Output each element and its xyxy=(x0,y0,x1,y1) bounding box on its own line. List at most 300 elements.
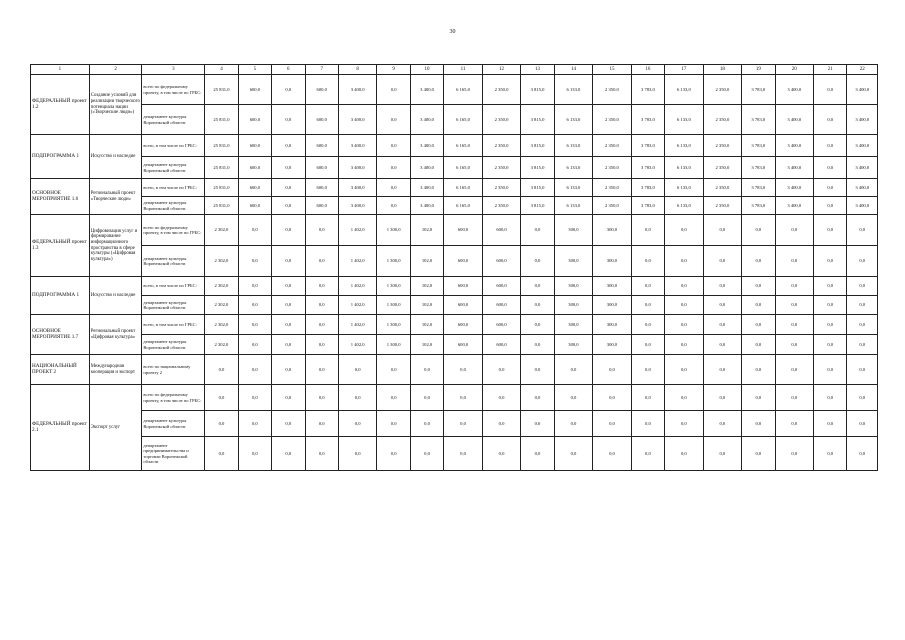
value-cell: 300,0 xyxy=(593,315,632,335)
row-grbs-cell: департамент культуры Воронежской области xyxy=(142,296,205,315)
value-cell: 2 350,0 xyxy=(703,105,742,135)
value-cell: 0,0 xyxy=(521,355,554,385)
value-cell: 2 350,0 xyxy=(593,197,632,215)
value-cell: 0,0 xyxy=(272,277,305,296)
value-cell: 3 783,0 xyxy=(742,157,775,179)
value-cell: 0,0 xyxy=(742,296,775,315)
value-cell: 0,0 xyxy=(631,335,664,355)
value-cell: 3 400,0 xyxy=(338,105,377,135)
row-title-cell: Региональный проект «Творческие люди» xyxy=(89,179,142,215)
value-cell: 102,0 xyxy=(410,335,443,355)
value-cell: 0,0 xyxy=(205,385,238,411)
value-cell: 0,0 xyxy=(272,105,305,135)
row-grbs-cell: всего по федеральному проекту, в том числе по ГРБС: xyxy=(142,75,205,105)
value-cell: 3 400,0 xyxy=(775,197,814,215)
value-cell: 600,0 xyxy=(444,277,483,296)
value-cell: 0,0 xyxy=(238,315,271,335)
column-header-12: 12 xyxy=(482,65,521,75)
value-cell: 6 165,0 xyxy=(444,157,483,179)
value-cell: 600,0 xyxy=(444,315,483,335)
value-cell: 300,0 xyxy=(593,215,632,246)
value-cell: 3 400,0 xyxy=(410,197,443,215)
value-cell: 0,0 xyxy=(272,296,305,315)
value-cell: 3 783,0 xyxy=(631,179,664,197)
value-cell: 600,0 xyxy=(305,179,338,197)
value-cell: 2 350,0 xyxy=(703,179,742,197)
column-header-13: 13 xyxy=(521,65,554,75)
value-cell: 2 350,0 xyxy=(482,157,521,179)
value-cell: 0,0 xyxy=(377,135,410,157)
value-cell: 0,0 xyxy=(814,355,847,385)
value-cell: 0,0 xyxy=(305,355,338,385)
table-row xyxy=(31,335,878,355)
value-cell: 0,0 xyxy=(703,411,742,437)
value-cell: 0,0 xyxy=(814,157,847,179)
row-grbs-cell: всего по федеральному проекту, в том числе по ГРБС: xyxy=(142,385,205,411)
value-cell: 0,0 xyxy=(272,215,305,246)
value-cell: 600,0 xyxy=(444,296,483,315)
table-body xyxy=(31,75,878,471)
value-cell: 0,0 xyxy=(631,437,664,471)
value-cell: 0,0 xyxy=(521,385,554,411)
value-cell: 0,0 xyxy=(703,277,742,296)
value-cell: 600,0 xyxy=(482,277,521,296)
value-cell: 3 400,0 xyxy=(775,105,814,135)
value-cell: 300,0 xyxy=(593,277,632,296)
row-grbs-cell: всего, в том числе по ГРБС: xyxy=(142,315,205,335)
value-cell: 25 831,0 xyxy=(205,135,238,157)
row-title-cell: Создание условий для реализации творческого потенциала нации («Творческие люди») xyxy=(89,75,142,135)
row-grbs-cell: департамент культуры Воронежской области xyxy=(142,411,205,437)
value-cell: 0,0 xyxy=(814,315,847,335)
value-cell: 3 400,0 xyxy=(410,75,443,105)
value-cell: 102,0 xyxy=(410,315,443,335)
table-row xyxy=(31,355,878,385)
value-cell: 0,0 xyxy=(410,355,443,385)
value-cell: 0,0 xyxy=(775,355,814,385)
value-cell: 1 402,0 xyxy=(338,315,377,335)
value-cell: 6 133,0 xyxy=(554,197,593,215)
table-row xyxy=(31,246,878,277)
value-cell: 0,0 xyxy=(665,437,704,471)
value-cell: 0,0 xyxy=(665,411,704,437)
value-cell: 0,0 xyxy=(377,437,410,471)
value-cell: 6 133,0 xyxy=(554,75,593,105)
value-cell: 0,0 xyxy=(521,315,554,335)
value-cell: 3 400,0 xyxy=(847,179,878,197)
value-cell: 2 350,0 xyxy=(593,135,632,157)
value-cell: 2 302,0 xyxy=(205,277,238,296)
value-cell: 2 350,0 xyxy=(593,179,632,197)
value-cell: 0,0 xyxy=(338,437,377,471)
value-cell: 0,0 xyxy=(631,355,664,385)
value-cell: 6 133,0 xyxy=(554,135,593,157)
value-cell: 0,0 xyxy=(238,246,271,277)
column-header-11: 11 xyxy=(444,65,483,75)
row-level-cell: ПОДПРОГРАММА 1 xyxy=(31,135,90,179)
value-cell: 6 133,0 xyxy=(554,179,593,197)
column-header-22: 22 xyxy=(847,65,878,75)
value-cell: 3 400,0 xyxy=(775,179,814,197)
value-cell: 0,0 xyxy=(272,179,305,197)
column-header-2: 2 xyxy=(89,65,142,75)
value-cell: 0,0 xyxy=(665,315,704,335)
value-cell: 1 402,0 xyxy=(338,215,377,246)
value-cell: 3 783,0 xyxy=(742,179,775,197)
value-cell: 0,0 xyxy=(272,246,305,277)
value-cell: 2 302,0 xyxy=(205,246,238,277)
value-cell: 0,0 xyxy=(775,437,814,471)
value-cell: 0,0 xyxy=(377,355,410,385)
value-cell: 3 400,0 xyxy=(338,179,377,197)
value-cell: 6 133,0 xyxy=(665,135,704,157)
value-cell: 3 400,0 xyxy=(338,157,377,179)
value-cell: 0,0 xyxy=(775,215,814,246)
value-cell: 2 302,0 xyxy=(205,335,238,355)
value-cell: 0,0 xyxy=(521,411,554,437)
value-cell: 2 302,0 xyxy=(205,296,238,315)
value-cell: 0,0 xyxy=(238,277,271,296)
value-cell: 0,0 xyxy=(238,296,271,315)
value-cell: 3 815,0 xyxy=(521,157,554,179)
column-header-9: 9 xyxy=(377,65,410,75)
value-cell: 3 400,0 xyxy=(847,105,878,135)
value-cell: 25 831,0 xyxy=(205,157,238,179)
value-cell: 6 133,0 xyxy=(665,157,704,179)
value-cell: 3 400,0 xyxy=(410,179,443,197)
value-cell: 0,0 xyxy=(703,215,742,246)
value-cell: 0,0 xyxy=(847,335,878,355)
value-cell: 0,0 xyxy=(377,179,410,197)
value-cell: 300,0 xyxy=(554,315,593,335)
value-cell: 0,0 xyxy=(305,335,338,355)
value-cell: 0,0 xyxy=(814,296,847,315)
row-title-cell: Искусство и наследие xyxy=(89,277,142,315)
value-cell: 0,0 xyxy=(305,246,338,277)
row-grbs-cell: департамент культуры Воронежской области xyxy=(142,335,205,355)
value-cell: 600,0 xyxy=(482,315,521,335)
value-cell: 600,0 xyxy=(238,179,271,197)
value-cell: 3 783,0 xyxy=(742,75,775,105)
value-cell: 0,0 xyxy=(593,385,632,411)
value-cell: 1 402,0 xyxy=(338,335,377,355)
value-cell: 0,0 xyxy=(775,277,814,296)
value-cell: 0,0 xyxy=(338,411,377,437)
value-cell: 0,0 xyxy=(814,246,847,277)
value-cell: 0,0 xyxy=(775,411,814,437)
value-cell: 0,0 xyxy=(272,437,305,471)
value-cell: 1 300,0 xyxy=(377,296,410,315)
value-cell: 0,0 xyxy=(238,385,271,411)
value-cell: 0,0 xyxy=(814,437,847,471)
value-cell: 0,0 xyxy=(238,355,271,385)
value-cell: 0,0 xyxy=(272,157,305,179)
value-cell: 3 400,0 xyxy=(775,75,814,105)
value-cell: 300,0 xyxy=(554,246,593,277)
value-cell: 3 815,0 xyxy=(521,179,554,197)
row-grbs-cell: всего, в том числе по ГРБС: xyxy=(142,135,205,157)
value-cell: 0,0 xyxy=(631,246,664,277)
value-cell: 6 133,0 xyxy=(665,197,704,215)
value-cell: 0,0 xyxy=(272,315,305,335)
value-cell: 2 302,0 xyxy=(205,315,238,335)
row-grbs-cell: департамент культуры Воронежской области xyxy=(142,157,205,179)
value-cell: 0,0 xyxy=(665,355,704,385)
value-cell: 3 783,0 xyxy=(631,75,664,105)
value-cell: 600,0 xyxy=(482,246,521,277)
value-cell: 0,0 xyxy=(593,411,632,437)
value-cell: 2 302,0 xyxy=(205,215,238,246)
value-cell: 300,0 xyxy=(554,277,593,296)
value-cell: 0,0 xyxy=(631,296,664,315)
value-cell: 0,0 xyxy=(665,277,704,296)
value-cell: 0,0 xyxy=(305,411,338,437)
row-level-cell: ФЕДЕРАЛЬНЫЙ проект 1.2 xyxy=(31,75,90,135)
value-cell: 0,0 xyxy=(814,135,847,157)
value-cell: 2 350,0 xyxy=(703,135,742,157)
value-cell: 102,0 xyxy=(410,277,443,296)
value-cell: 3 783,0 xyxy=(742,197,775,215)
value-cell: 3 400,0 xyxy=(338,197,377,215)
value-cell: 0,0 xyxy=(593,437,632,471)
value-cell: 2 350,0 xyxy=(703,197,742,215)
value-cell: 0,0 xyxy=(482,385,521,411)
value-cell: 2 350,0 xyxy=(482,179,521,197)
value-cell: 0,0 xyxy=(703,437,742,471)
value-cell: 0,0 xyxy=(444,385,483,411)
value-cell: 1 300,0 xyxy=(377,215,410,246)
value-cell: 0,0 xyxy=(377,157,410,179)
value-cell: 0,0 xyxy=(205,437,238,471)
value-cell: 2 350,0 xyxy=(703,75,742,105)
value-cell: 300,0 xyxy=(593,296,632,315)
value-cell: 0,0 xyxy=(775,296,814,315)
value-cell: 600,0 xyxy=(482,296,521,315)
value-cell: 0,0 xyxy=(272,335,305,355)
row-grbs-cell: департамент культуры Воронежской области xyxy=(142,105,205,135)
value-cell: 1 300,0 xyxy=(377,277,410,296)
value-cell: 0,0 xyxy=(238,215,271,246)
value-cell: 102,0 xyxy=(410,296,443,315)
value-cell: 3 400,0 xyxy=(410,105,443,135)
value-cell: 0,0 xyxy=(377,75,410,105)
value-cell: 2 350,0 xyxy=(703,157,742,179)
value-cell: 6 165,0 xyxy=(444,179,483,197)
table-row xyxy=(31,437,878,471)
table-row xyxy=(31,411,878,437)
value-cell: 1 402,0 xyxy=(338,296,377,315)
value-cell: 3 783,0 xyxy=(631,135,664,157)
value-cell: 0,0 xyxy=(554,385,593,411)
table-row xyxy=(31,197,878,215)
value-cell: 6 133,0 xyxy=(554,105,593,135)
column-header-4: 4 xyxy=(205,65,238,75)
value-cell: 3 783,0 xyxy=(631,105,664,135)
value-cell: 3 815,0 xyxy=(521,135,554,157)
value-cell: 3 400,0 xyxy=(410,157,443,179)
value-cell: 300,0 xyxy=(554,215,593,246)
row-grbs-cell: департамент предпринимательства и торговли Воронежской области xyxy=(142,437,205,471)
value-cell: 600,0 xyxy=(238,157,271,179)
value-cell: 0,0 xyxy=(742,411,775,437)
column-header-19: 19 xyxy=(742,65,775,75)
row-title-cell: Региональный проект «Цифровая культура» xyxy=(89,315,142,355)
column-header-16: 16 xyxy=(631,65,664,75)
value-cell: 0,0 xyxy=(814,385,847,411)
value-cell: 0,0 xyxy=(521,246,554,277)
value-cell: 0,0 xyxy=(444,411,483,437)
row-level-cell: ОСНОВНОЕ МЕРОПРИЯТИЕ 1.6 xyxy=(31,179,90,215)
value-cell: 0,0 xyxy=(814,179,847,197)
header-row xyxy=(31,65,878,75)
value-cell: 1 300,0 xyxy=(377,246,410,277)
value-cell: 3 815,0 xyxy=(521,197,554,215)
value-cell: 300,0 xyxy=(593,335,632,355)
value-cell: 3 400,0 xyxy=(847,75,878,105)
row-title-cell: Экспорт услуг xyxy=(89,385,142,471)
value-cell: 0,0 xyxy=(338,385,377,411)
value-cell: 2 350,0 xyxy=(593,75,632,105)
column-header-8: 8 xyxy=(338,65,377,75)
column-header-21: 21 xyxy=(814,65,847,75)
value-cell: 102,0 xyxy=(410,215,443,246)
value-cell: 0,0 xyxy=(554,355,593,385)
value-cell: 0,0 xyxy=(742,385,775,411)
value-cell: 0,0 xyxy=(238,335,271,355)
value-cell: 2 350,0 xyxy=(482,75,521,105)
value-cell: 0,0 xyxy=(703,296,742,315)
value-cell: 3 400,0 xyxy=(410,135,443,157)
value-cell: 0,0 xyxy=(814,277,847,296)
value-cell: 0,0 xyxy=(847,437,878,471)
value-cell: 3 815,0 xyxy=(521,105,554,135)
value-cell: 600,0 xyxy=(444,335,483,355)
column-header-6: 6 xyxy=(272,65,305,75)
value-cell: 0,0 xyxy=(482,355,521,385)
value-cell: 0,0 xyxy=(410,385,443,411)
value-cell: 25 831,0 xyxy=(205,75,238,105)
value-cell: 0,0 xyxy=(205,355,238,385)
value-cell: 0,0 xyxy=(847,277,878,296)
table-row xyxy=(31,215,878,246)
row-title-cell: Международная кооперация и экспорт xyxy=(89,355,142,385)
value-cell: 0,0 xyxy=(847,411,878,437)
value-cell: 0,0 xyxy=(665,385,704,411)
value-cell: 3 400,0 xyxy=(847,135,878,157)
value-cell: 0,0 xyxy=(521,335,554,355)
budget-table xyxy=(30,64,878,471)
table-row xyxy=(31,385,878,411)
value-cell: 300,0 xyxy=(554,335,593,355)
value-cell: 0,0 xyxy=(665,296,704,315)
column-header-18: 18 xyxy=(703,65,742,75)
page-number: 30 xyxy=(449,29,456,35)
value-cell: 2 350,0 xyxy=(482,105,521,135)
value-cell: 0,0 xyxy=(814,215,847,246)
value-cell: 0,0 xyxy=(775,335,814,355)
value-cell: 0,0 xyxy=(305,215,338,246)
value-cell: 0,0 xyxy=(847,246,878,277)
table-row xyxy=(31,157,878,179)
value-cell: 0,0 xyxy=(238,437,271,471)
value-cell: 0,0 xyxy=(742,246,775,277)
value-cell: 3 783,0 xyxy=(742,135,775,157)
value-cell: 0,0 xyxy=(703,315,742,335)
value-cell: 0,0 xyxy=(305,277,338,296)
row-grbs-cell: всего по национальному проекту 2 xyxy=(142,355,205,385)
value-cell: 0,0 xyxy=(410,437,443,471)
row-grbs-cell: департамент культуры Воронежской области xyxy=(142,246,205,277)
value-cell: 0,0 xyxy=(742,437,775,471)
value-cell: 0,0 xyxy=(338,355,377,385)
value-cell: 0,0 xyxy=(775,246,814,277)
value-cell: 0,0 xyxy=(482,411,521,437)
value-cell: 0,0 xyxy=(814,75,847,105)
value-cell: 0,0 xyxy=(742,335,775,355)
table-row xyxy=(31,315,878,335)
value-cell: 0,0 xyxy=(593,355,632,385)
value-cell: 3 783,0 xyxy=(742,105,775,135)
value-cell: 0,0 xyxy=(272,411,305,437)
column-header-15: 15 xyxy=(593,65,632,75)
value-cell: 0,0 xyxy=(272,135,305,157)
value-cell: 3 815,0 xyxy=(521,75,554,105)
value-cell: 0,0 xyxy=(847,315,878,335)
value-cell: 0,0 xyxy=(521,296,554,315)
table-row xyxy=(31,75,878,105)
value-cell: 600,0 xyxy=(305,105,338,135)
value-cell: 0,0 xyxy=(847,215,878,246)
value-cell: 0,0 xyxy=(847,355,878,385)
value-cell: 6 133,0 xyxy=(665,105,704,135)
column-header-14: 14 xyxy=(554,65,593,75)
value-cell: 1 300,0 xyxy=(377,315,410,335)
value-cell: 0,0 xyxy=(631,277,664,296)
value-cell: 0,0 xyxy=(814,197,847,215)
table-row xyxy=(31,105,878,135)
value-cell: 0,0 xyxy=(554,411,593,437)
value-cell: 600,0 xyxy=(238,135,271,157)
value-cell: 0,0 xyxy=(305,296,338,315)
value-cell: 0,0 xyxy=(521,437,554,471)
value-cell: 0,0 xyxy=(814,105,847,135)
value-cell: 25 831,0 xyxy=(205,105,238,135)
column-header-20: 20 xyxy=(775,65,814,75)
row-grbs-cell: департамент культуры Воронежской области xyxy=(142,197,205,215)
value-cell: 300,0 xyxy=(554,296,593,315)
value-cell: 0,0 xyxy=(377,411,410,437)
value-cell: 0,0 xyxy=(377,105,410,135)
value-cell: 3 400,0 xyxy=(847,157,878,179)
value-cell: 0,0 xyxy=(775,385,814,411)
table-row xyxy=(31,296,878,315)
value-cell: 0,0 xyxy=(205,411,238,437)
row-level-cell: ФЕДЕРАЛЬНЫЙ проект 1.3 xyxy=(31,215,90,277)
value-cell: 25 831,0 xyxy=(205,179,238,197)
value-cell: 0,0 xyxy=(238,411,271,437)
value-cell: 0,0 xyxy=(482,437,521,471)
value-cell: 600,0 xyxy=(444,246,483,277)
value-cell: 0,0 xyxy=(305,315,338,335)
value-cell: 0,0 xyxy=(272,355,305,385)
row-title-cell: Цифровизация услуг и формирование информационного пространства в сфере культуры («Цифровая культура») xyxy=(89,215,142,277)
value-cell: 0,0 xyxy=(703,355,742,385)
value-cell: 0,0 xyxy=(742,215,775,246)
column-header-10: 10 xyxy=(410,65,443,75)
value-cell: 6 133,0 xyxy=(665,75,704,105)
value-cell: 2 350,0 xyxy=(482,197,521,215)
value-cell: 0,0 xyxy=(703,335,742,355)
